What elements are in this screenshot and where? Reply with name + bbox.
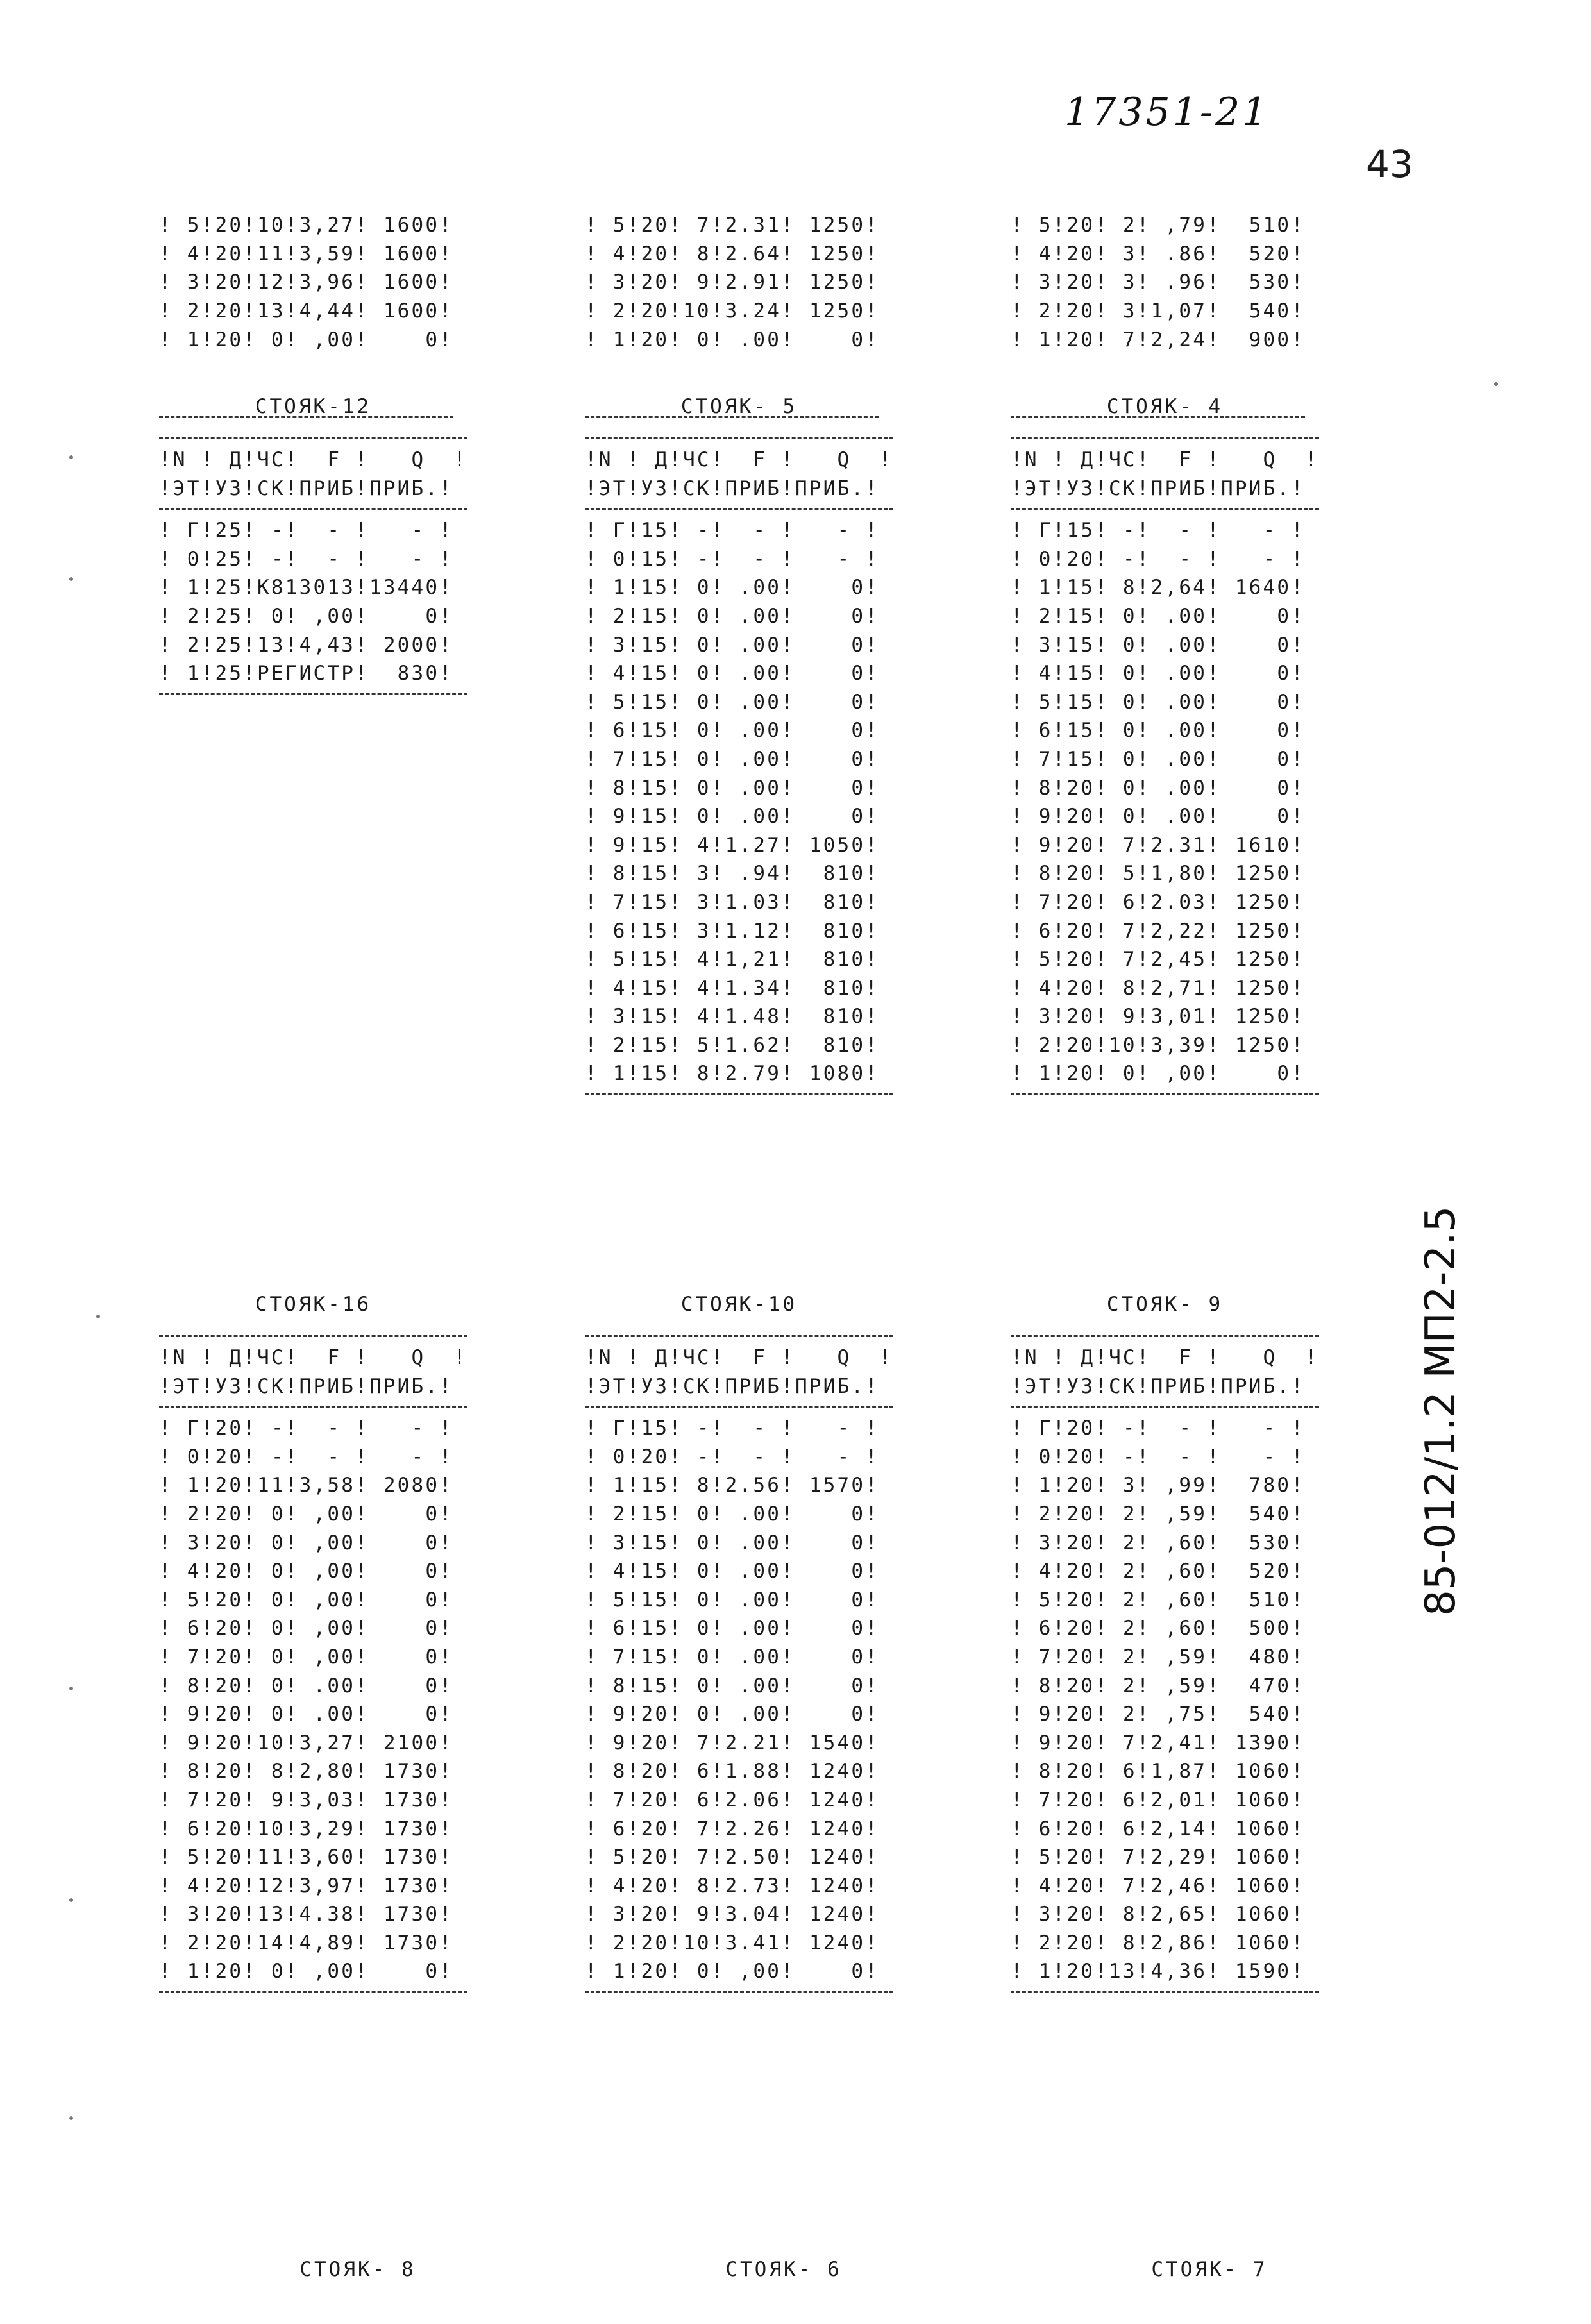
table-header-row: !N ! Д!ЧС! F ! Q ! — [1011, 1346, 1319, 1369]
table-row: ! 2!20! 0! ,00! 0! — [159, 1502, 454, 1526]
table-row: ! 4!20! 8!2.64! 1250! — [585, 242, 880, 265]
table-row: ! 3!20! 9!3,01! 1250! — [1011, 1005, 1306, 1029]
scan-speck — [69, 1898, 73, 1902]
divider — [1011, 1991, 1319, 1993]
table-row: ! 2!15! 5!1.62! 810! — [585, 1033, 880, 1057]
footer-title-7 — [1011, 2198, 1408, 2324]
table-row: ! 3!20! 0! ,00! 0! — [159, 1531, 454, 1554]
table-row: ! 9!20! 7!2,41! 1390! — [1011, 1731, 1306, 1755]
scan-speck — [69, 2116, 73, 2120]
table-row: ! 9!20! 7!2.21! 1540! — [585, 1731, 880, 1755]
table-row: ! Г!20! -! - ! - ! — [1011, 1417, 1306, 1440]
table-row: ! 1!20! 7!2,24! 900! — [1011, 328, 1306, 351]
table-row: ! 5!20!10!3,27! 1600! — [159, 214, 454, 237]
table-row: ! 8!20! 8!2,80! 1730! — [159, 1760, 454, 1783]
table-row: ! 7!20! 0! ,00! 0! — [159, 1645, 454, 1669]
table-row: ! 5!20! 7!2,29! 1060! — [1011, 1846, 1306, 1869]
table-row: ! 5!15! 0! .00! 0! — [1011, 690, 1306, 714]
table-row: ! 1!20!13!4,36! 1590! — [1011, 1960, 1306, 1983]
table-header-row: !ЭТ!УЗ!СК!ПРИБ!ПРИБ.! — [585, 1374, 880, 1398]
table-row: ! 5!15! 0! .00! 0! — [585, 1588, 880, 1612]
divider — [585, 1406, 893, 1408]
table-row: ! 6!20! 7!2,22! 1250! — [1011, 919, 1306, 943]
table-row: ! 1!15! 8!2.79! 1080! — [585, 1062, 880, 1086]
top-left-rows — [159, 211, 453, 354]
table-row: ! 1!20! 0! ,00! 0! — [1011, 1062, 1306, 1086]
table-row: ! 4!20!12!3,97! 1730! — [159, 1874, 454, 1898]
table-row: ! 1!20! 3! ,99! 780! — [1011, 1474, 1306, 1497]
table-row: ! 4!20! 7!2,46! 1060! — [1011, 1874, 1306, 1898]
table-row: ! 9!15! 0! .00! 0! — [585, 805, 880, 829]
table-row: ! 7!20! 9!3,03! 1730! — [159, 1788, 454, 1812]
table-header-row: !N ! Д!ЧС! F ! Q ! — [1011, 448, 1319, 471]
table-row: ! 6!20! 0! ,00! 0! — [159, 1617, 454, 1640]
table-row: ! 3!20!13!4.38! 1730! — [159, 1903, 454, 1926]
footer-title-8 — [159, 2198, 557, 2324]
top-right-rows — [1011, 211, 1305, 354]
table-row: ! 8!15! 3! .94! 810! — [585, 862, 880, 886]
table-row: ! 0!20! -! - ! - ! — [1011, 1445, 1306, 1469]
divider — [585, 1335, 893, 1337]
table-row: ! 8!20! 2! ,59! 470! — [1011, 1674, 1306, 1697]
table-row: ! 2!15! 0! .00! 0! — [1011, 604, 1306, 628]
table-row: ! 6!20! 2! ,60! 500! — [1011, 1617, 1306, 1640]
divider — [159, 1406, 467, 1408]
table-row: ! 3!20! 9!3.04! 1240! — [585, 1903, 880, 1926]
table-row: ! 9!20! 2! ,75! 540! — [1011, 1703, 1306, 1726]
table-row: ! 6!20! 7!2.26! 1240! — [585, 1817, 880, 1840]
table-row: ! 4!15! 0! .00! 0! — [585, 662, 880, 686]
table-row: ! 7!15! 0! .00! 0! — [585, 747, 880, 771]
table-row: ! 7!20! 6!2,01! 1060! — [1011, 1788, 1306, 1812]
table-row: ! 2!20!10!3.24! 1250! — [585, 299, 880, 323]
divider — [159, 437, 467, 439]
table-row: ! 2!15! 0! .00! 0! — [585, 1502, 880, 1526]
table-row: ! 8!20! 6!1,87! 1060! — [1011, 1760, 1306, 1783]
table-row: ! 8!20! 0! .00! 0! — [1011, 776, 1306, 800]
table-row: ! 0!20! -! - ! - ! — [1011, 547, 1306, 571]
table-row: ! 3!20! 3! .96! 530! — [1011, 271, 1306, 294]
divider — [159, 693, 467, 695]
table-row: ! 7!15! 3!1.03! 810! — [585, 890, 880, 914]
table-row: ! 1!15! 8!2.56! 1570! — [585, 1474, 880, 1497]
table-row: ! Г!20! -! - ! - ! — [159, 1417, 454, 1440]
divider — [585, 437, 893, 439]
table-header-row: !N ! Д!ЧС! F ! Q ! — [585, 1346, 893, 1369]
table-title: СТОЯК-16 — [255, 1293, 372, 1316]
table-row: ! 4!15! 0! .00! 0! — [1011, 662, 1306, 686]
table-row: ! 6!20! 6!2,14! 1060! — [1011, 1817, 1306, 1840]
table-title: СТОЯК- 5 — [680, 395, 798, 418]
table-row: ! 7!20! 6!2.03! 1250! — [1011, 890, 1306, 914]
table-row: ! 5!20! 2! ,60! 510! — [1011, 1588, 1306, 1612]
table-row: ! 8!20! 5!1,80! 1250! — [1011, 862, 1306, 886]
divider — [585, 1093, 893, 1095]
table-row: ! 2!15! 0! .00! 0! — [585, 604, 880, 628]
scan-speck — [69, 455, 73, 459]
table-row: ! 1!25!РЕГИСТР! 830! — [159, 662, 454, 686]
table-title: СТОЯК- 8 — [299, 2258, 416, 2282]
table-row: ! 9!20! 7!2.31! 1610! — [1011, 833, 1306, 857]
table-row: ! 4!20!11!3,59! 1600! — [159, 242, 454, 265]
table-title: СТОЯК-12 — [255, 395, 372, 418]
table-row: ! 9!20!10!3,27! 2100! — [159, 1731, 454, 1755]
table-header-row: !ЭТ!УЗ!СК!ПРИБ!ПРИБ.! — [1011, 476, 1306, 500]
table-header-row: !ЭТ!УЗ!СК!ПРИБ!ПРИБ.! — [159, 1374, 454, 1398]
table-row: ! 5!15! 0! .00! 0! — [585, 690, 880, 714]
table-row: ! 3!15! 0! .00! 0! — [585, 633, 880, 657]
table-row: ! Г!15! -! - ! - ! — [585, 1417, 880, 1440]
table-row: ! Г!15! -! - ! - ! — [585, 519, 880, 543]
page-number: 43 — [1366, 142, 1413, 186]
table-row: ! 3!15! 4!1.48! 810! — [585, 1005, 880, 1029]
divider — [159, 1991, 467, 1993]
table-title: СТОЯК- 7 — [1151, 2258, 1268, 2282]
scan-speck — [69, 577, 73, 581]
table-row: ! 0!20! -! - ! - ! — [585, 1445, 880, 1469]
table-header-row: !N ! Д!ЧС! F ! Q ! — [585, 448, 893, 471]
table-row: ! 6!15! 3!1.12! 810! — [585, 919, 880, 943]
table-row: ! 9!20! 0! .00! 0! — [159, 1703, 454, 1726]
table-row: ! 3!20!12!3,96! 1600! — [159, 271, 454, 294]
table-title: СТОЯК- 6 — [725, 2258, 842, 2282]
table-row: ! 6!15! 0! .00! 0! — [585, 1617, 880, 1640]
table-title: СТОЯК-10 — [680, 1293, 798, 1316]
table-row: ! 4!15! 0! .00! 0! — [585, 1560, 880, 1583]
table-row: ! 3!20! 2! ,60! 530! — [1011, 1531, 1306, 1554]
table-row: ! 4!20! 8!2.73! 1240! — [585, 1874, 880, 1898]
riser-table-9 — [1011, 1290, 1319, 2000]
table-row: ! 7!20! 6!2.06! 1240! — [585, 1788, 880, 1812]
table-row: ! 5!15! 4!1,21! 810! — [585, 948, 880, 972]
table-row: ! 2!25! 0! ,00! 0! — [159, 604, 454, 628]
scan-speck — [96, 1315, 100, 1318]
table-row: ! 0!25! -! - ! - ! — [159, 547, 454, 571]
table-header-row: !ЭТ!УЗ!СК!ПРИБ!ПРИБ.! — [1011, 1374, 1306, 1398]
divider — [1011, 1406, 1319, 1408]
divider — [159, 1335, 467, 1337]
riser-table-5 — [585, 392, 893, 1102]
top-middle-rows — [585, 211, 879, 354]
table-row: ! 6!15! 0! .00! 0! — [585, 719, 880, 743]
table-row: ! 1!25!К813013!13440! — [159, 576, 454, 600]
table-title: СТОЯК- 4 — [1106, 395, 1224, 418]
table-row: ! 8!15! 0! .00! 0! — [585, 776, 880, 800]
table-row: ! 3!15! 0! .00! 0! — [585, 1531, 880, 1554]
divider — [585, 508, 893, 510]
table-header-row: !N ! Д!ЧС! F ! Q ! — [159, 448, 467, 471]
table-header-row: !ЭТ!УЗ!СК!ПРИБ!ПРИБ.! — [159, 476, 454, 500]
table-row: ! 1!20!11!3,58! 2080! — [159, 1474, 454, 1497]
divider — [1011, 1335, 1319, 1337]
table-row: ! 1!15! 0! .00! 0! — [585, 576, 880, 600]
table-row: ! 8!20! 0! .00! 0! — [159, 1674, 454, 1697]
table-row: ! 6!20!10!3,29! 1730! — [159, 1817, 454, 1840]
divider — [1011, 508, 1319, 510]
table-row: ! 7!15! 0! .00! 0! — [1011, 747, 1306, 771]
archive-number: 17351-21 — [1065, 90, 1270, 135]
table-row: ! Г!25! -! - ! - ! — [159, 519, 454, 543]
riser-table-16 — [159, 1290, 467, 2000]
divider — [1011, 437, 1319, 439]
scan-speck — [1494, 382, 1498, 386]
table-row: ! 1!20! 0! ,00! 0! — [159, 328, 454, 351]
riser-table-4 — [1011, 392, 1319, 1102]
table-row: ! 4!20! 8!2,71! 1250! — [1011, 976, 1306, 1000]
table-row: ! 2!20!14!4,89! 1730! — [159, 1931, 454, 1955]
table-row: ! 0!20! -! - ! - ! — [159, 1445, 454, 1469]
table-row: ! 1!20! 0! ,00! 0! — [585, 1960, 880, 1983]
table-row: ! 9!15! 4!1.27! 1050! — [585, 833, 880, 857]
table-row: ! 9!20! 0! .00! 0! — [585, 1703, 880, 1726]
table-row: ! 2!20! 2! ,59! 540! — [1011, 1502, 1306, 1526]
table-row: ! 1!20! 0! ,00! 0! — [159, 1960, 454, 1983]
table-row: ! 5!20!11!3,60! 1730! — [159, 1846, 454, 1869]
table-row: ! 5!20! 7!2.31! 1250! — [585, 214, 880, 237]
table-header-row: !ЭТ!УЗ!СК!ПРИБ!ПРИБ.! — [585, 476, 880, 500]
table-row: ! 8!20! 6!1.88! 1240! — [585, 1760, 880, 1783]
footer-title-6 — [585, 2198, 982, 2324]
table-row: ! 5!20! 2! ,79! 510! — [1011, 214, 1306, 237]
table-row: ! 3!15! 0! .00! 0! — [1011, 633, 1306, 657]
table-header-row: !N ! Д!ЧС! F ! Q ! — [159, 1346, 467, 1369]
table-row: ! 1!15! 8!2,64! 1640! — [1011, 576, 1306, 600]
table-row: ! 2!25!13!4,43! 2000! — [159, 633, 454, 657]
table-row: ! 2!20!10!3,39! 1250! — [1011, 1033, 1306, 1057]
table-row: ! 8!15! 0! .00! 0! — [585, 1674, 880, 1697]
table-title: СТОЯК- 9 — [1106, 1293, 1224, 1316]
table-row: ! 3!20! 8!2,65! 1060! — [1011, 1903, 1306, 1926]
riser-table-12 — [159, 392, 467, 702]
riser-table-10 — [585, 1290, 893, 2000]
table-row: ! 3!20! 9!2.91! 1250! — [585, 271, 880, 294]
table-row: ! 5!20! 7!2,45! 1250! — [1011, 948, 1306, 972]
divider — [1011, 1093, 1319, 1095]
table-row: ! 2!20!10!3.41! 1240! — [585, 1931, 880, 1955]
table-row: ! 4!20! 3! .86! 520! — [1011, 242, 1306, 265]
table-row: ! 0!15! -! - ! - ! — [585, 547, 880, 571]
table-row: ! 4!15! 4!1.34! 810! — [585, 976, 880, 1000]
table-row: ! 5!20! 7!2.50! 1240! — [585, 1846, 880, 1869]
table-row: ! 5!20! 0! ,00! 0! — [159, 1588, 454, 1612]
table-row: ! 2!20! 8!2,86! 1060! — [1011, 1931, 1306, 1955]
table-row: ! 1!20! 0! .00! 0! — [585, 328, 880, 351]
table-row: ! Г!15! -! - ! - ! — [1011, 519, 1306, 543]
table-row: ! 6!15! 0! .00! 0! — [1011, 719, 1306, 743]
divider — [585, 1991, 893, 1993]
scan-speck — [69, 1687, 73, 1690]
table-row: ! 7!20! 2! ,59! 480! — [1011, 1645, 1306, 1669]
table-row: ! 4!20! 0! ,00! 0! — [159, 1560, 454, 1583]
divider — [159, 508, 467, 510]
document-code-stamp: 85-012/1.2 МП2-2.5 — [1417, 1206, 1465, 1616]
table-row: ! 7!15! 0! .00! 0! — [585, 1645, 880, 1669]
table-row: ! 2!20! 3!1,07! 540! — [1011, 299, 1306, 323]
table-row: ! 9!20! 0! .00! 0! — [1011, 805, 1306, 829]
table-row: ! 4!20! 2! ,60! 520! — [1011, 1560, 1306, 1583]
table-row: ! 2!20!13!4,44! 1600! — [159, 299, 454, 323]
